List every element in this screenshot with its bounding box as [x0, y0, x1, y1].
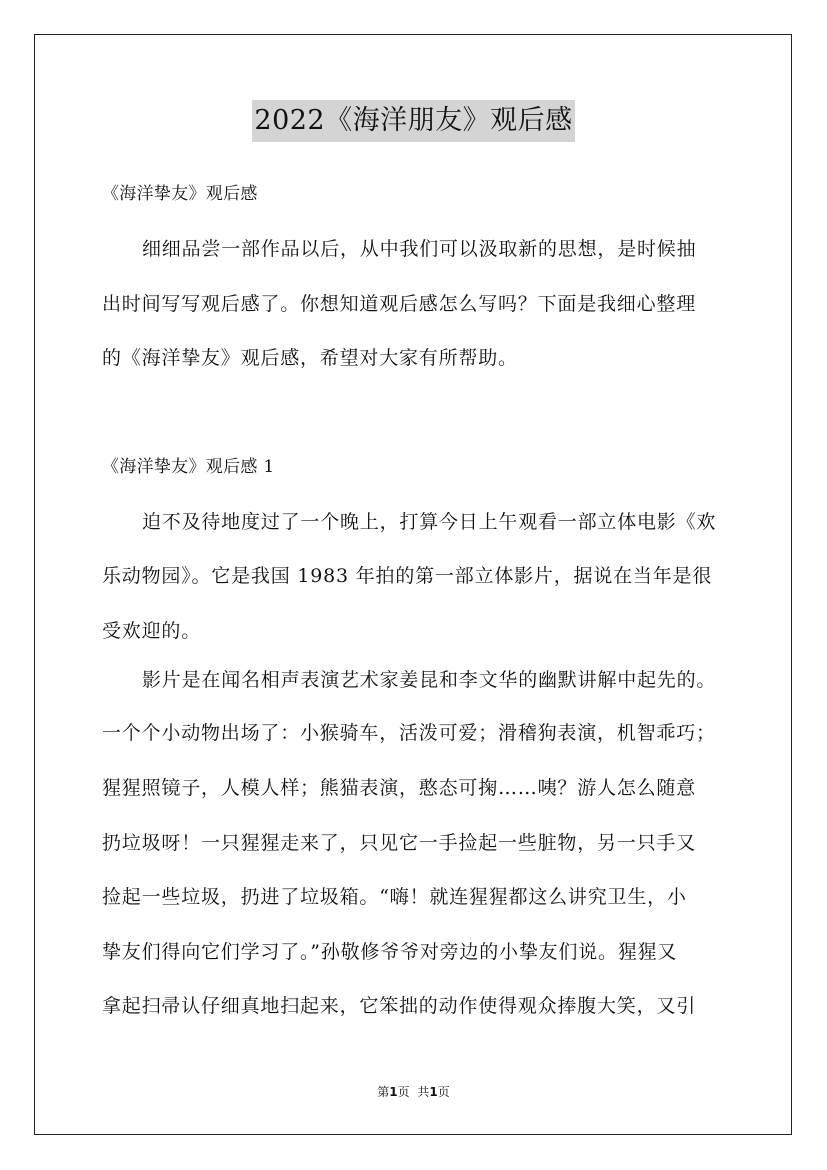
paragraph-line: 扔垃圾呀！一只猩猩走来了，只见它一手捡起一些脏物，另一只手又 [102, 832, 697, 854]
document-title: 2022《海洋朋友》观后感 [252, 100, 574, 142]
page-suffix: 页 [397, 1085, 410, 1099]
total-pages: 1 [429, 1085, 438, 1099]
article-heading: 《海洋挚友》观后感 1 [102, 457, 275, 477]
paragraph-line: 拿起扫帚认仔细真地扫起来，它笨拙的动作使得观众捧腹大笑，又引 [102, 995, 697, 1017]
paragraph-line: 受欢迎的。 [102, 620, 202, 642]
paragraph-line: 一个个小动物出场了：小猴骑车，活泼可爱；滑稽狗表演，机智乖巧； [102, 722, 716, 744]
intro-line: 细细品尝一部作品以后，从中我们可以汲取新的思想，是时候抽 [142, 238, 697, 260]
paragraph-line: 猩猩照镜子，人模人样；熊猫表演，憨态可掬……咦？游人怎么随意 [102, 777, 697, 799]
paragraph-line: 迫不及待地度过了一个晚上，打算今日上午观看一部立体电影《欢 [142, 511, 717, 533]
paragraph-line: 捡起一些垃圾，扔进了垃圾箱。“嗨！就连猩猩都这么讲究卫生，小 [102, 886, 687, 908]
paragraph-line: 挚友们得向它们学习了。”孙敬修爷爷对旁边的小挚友们说。猩猩又 [102, 941, 678, 963]
total-prefix: 共 [417, 1085, 430, 1099]
intro-line: 出时间写写观后感了。你想知道观后感怎么写吗？下面是我细心整理 [102, 293, 697, 315]
page-footer [0, 1084, 827, 1100]
total-suffix: 页 [437, 1085, 450, 1099]
paragraph-line: 乐动物园》。它是我国 1983 年拍的第一部立体影片，据说在当年是很 [102, 565, 713, 587]
paragraph-line: 影片是在闻名相声表演艺术家姜昆和李文华的幽默讲解中起先的。 [142, 669, 717, 691]
page-number: 1 [389, 1085, 398, 1099]
intro-line: 的《海洋挚友》观后感，希望对大家有所帮助。 [102, 347, 518, 369]
page-prefix: 第 [377, 1085, 390, 1099]
title-container [0, 100, 827, 142]
section-heading: 《海洋挚友》观后感 [102, 184, 258, 204]
